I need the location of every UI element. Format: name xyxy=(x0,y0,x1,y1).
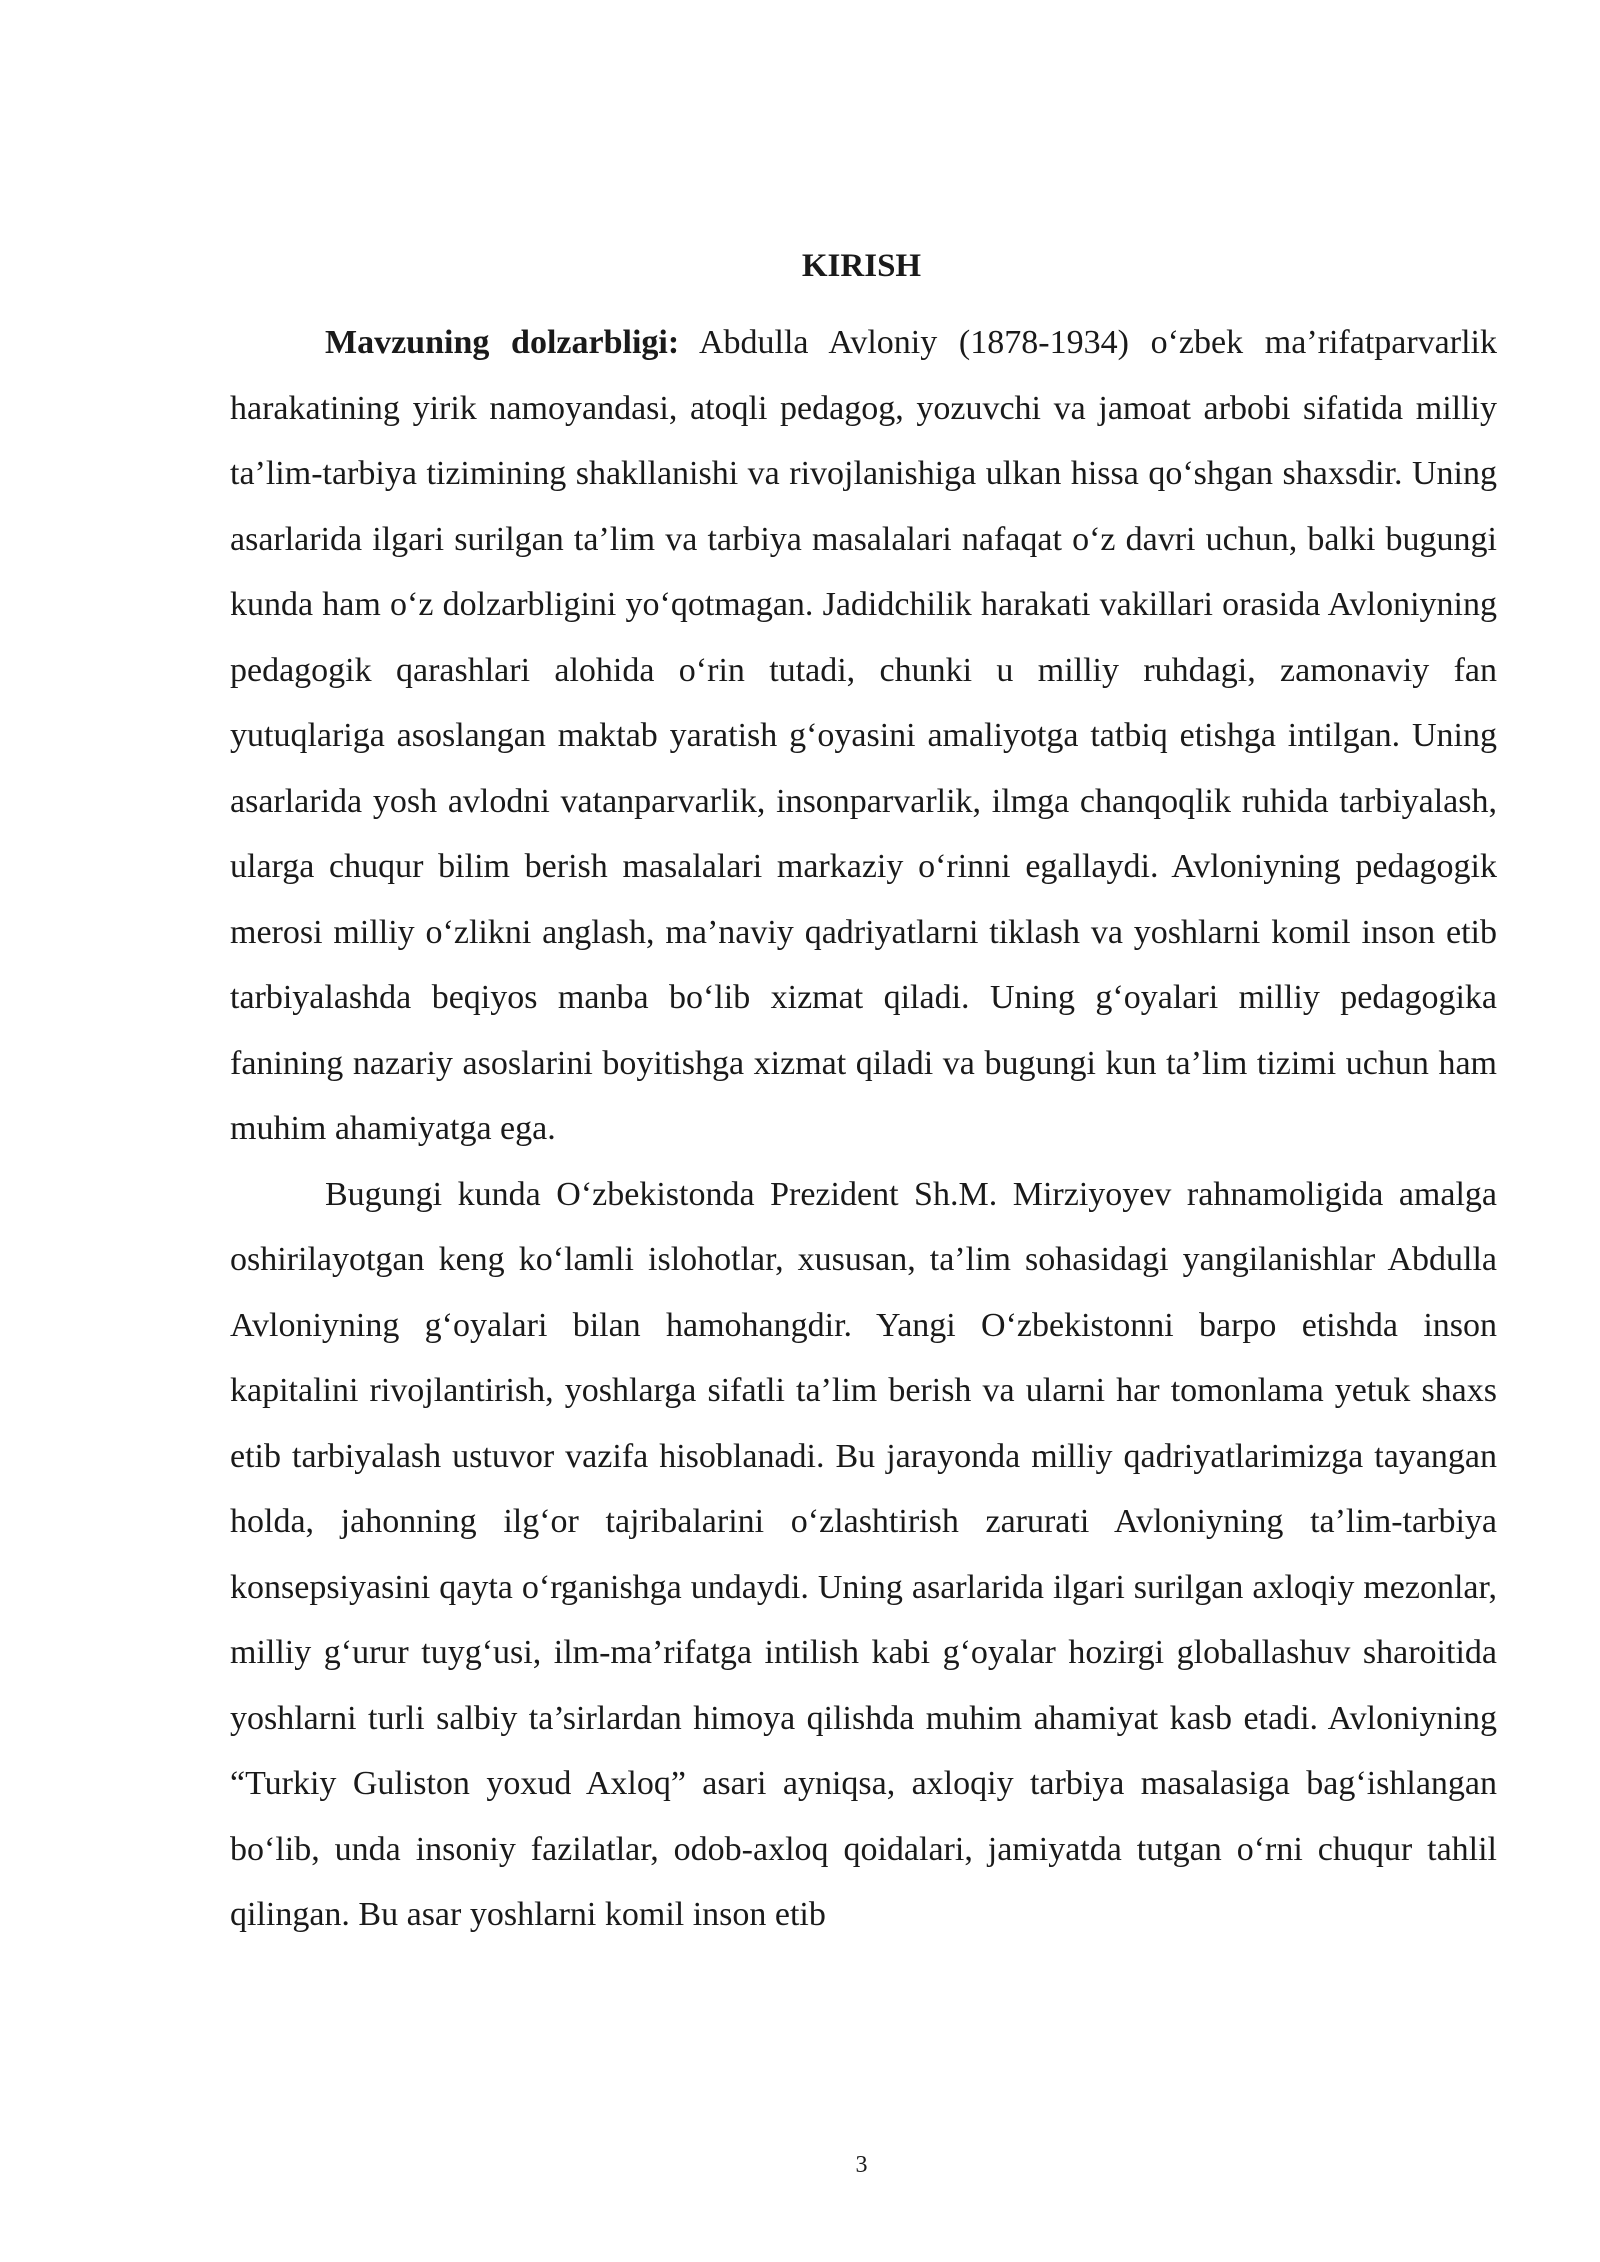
body-text xyxy=(230,310,1497,1948)
paragraph-text: Bugungi kunda O‘zbekistonda Prezident Sh.M. Mirziyoyev rahnamoligida amalga oshirilayotgan keng ko‘lamli islohotlar, xususan, ta’lim sohasidagi yangilanishlar Abdulla Avloniyning g‘oyalari bilan hamohangdir. Yangi O‘zbekistonni barpo etishda inson kapitalini rivojlantirish, yoshlarga sifatli ta’lim berish va ularni har tomonlama yetuk shaxs etib tarbiyalash ustuvor vazifa hisoblanadi. Bu jarayonda milliy qadriyatlarimizga tayangan holda, jahonning ilg‘or tajribalarini o‘zlashtirish zarurati Avloniyning ta’lim-tarbiya konsepsiyasini qayta o‘rganishga undaydi. Uning asarlarida ilgari surilgan axloqiy mezonlar, milliy g‘urur tuyg‘usi, ilm-ma’rifatga intilish kabi g‘oyalar hozirgi globallashuv sharoitida yoshlarni turli salbiy ta’sirlardan himoya qilishda muhim ahamiyat kasb etadi. Avloniyning “Turkiy Guliston yoxud Axloq” asari ayniqsa, axloqiy tarbiya masalasiga bag‘ishlangan bo‘lib, unda insoniy fazilatlar, odob-axloq qoidalari, jamiyatda tutgan o‘rni chuqur tahlil qilingan. Bu asar yoshlarni komil inson etib xyxy=(230,1175,1497,1933)
paragraph-lead-label: Mavzuning dolzarbligi: xyxy=(325,324,680,361)
page-number: 3 xyxy=(855,2152,868,2178)
paragraph-relevance xyxy=(230,310,1497,1162)
page-heading: KIRISH xyxy=(801,248,922,284)
paragraph-text: Abdulla Avloniy (1878-1934) o‘zbek ma’rifatparvarlik harakatining yirik namoyandasi, atoqli pedagog, yozuvchi va jamoat arbobi sifatida milliy ta’lim-tarbiya tizimining shakllanishi va rivojlanishiga ulkan hissa qo‘shgan shaxsdir. Uning asarlarida ilgari surilgan ta’lim va tarbiya masalalari nafaqat o‘z davri uchun, balki bugungi kunda ham o‘z dolzarbligini yo‘qotmagan. Jadidchilik harakati vakillari orasida Avloniyning pedagogik qarashlari alohida o‘rin tutadi, chunki u milliy ruhdagi, zamonaviy fan yutuqlariga asoslangan maktab yaratish g‘oyasini amaliyotga tatbiq etishga intilgan. Uning asarlarida yosh avlodni vatanparvarlik, insonparvarlik, ilmga chanqoqlik ruhida tarbiyalash, ularga chuqur bilim berish masalalari markaziy o‘rinni egallaydi. Avloniyning pedagogik merosi milliy o‘zlikni anglash, ma’naviy qadriyatlarni tiklash va yoshlarni komil inson etib tarbiyalashda beqiyos manba bo‘lib xizmat qiladi. Uning g‘oyalari milliy pedagogika fanining nazariy asoslarini boyitishga xizmat qiladi va bugungi kun ta’lim tizimi uchun ham muhim ahamiyatga ega. xyxy=(230,324,1497,1147)
paragraph-reforms xyxy=(230,1162,1497,1948)
